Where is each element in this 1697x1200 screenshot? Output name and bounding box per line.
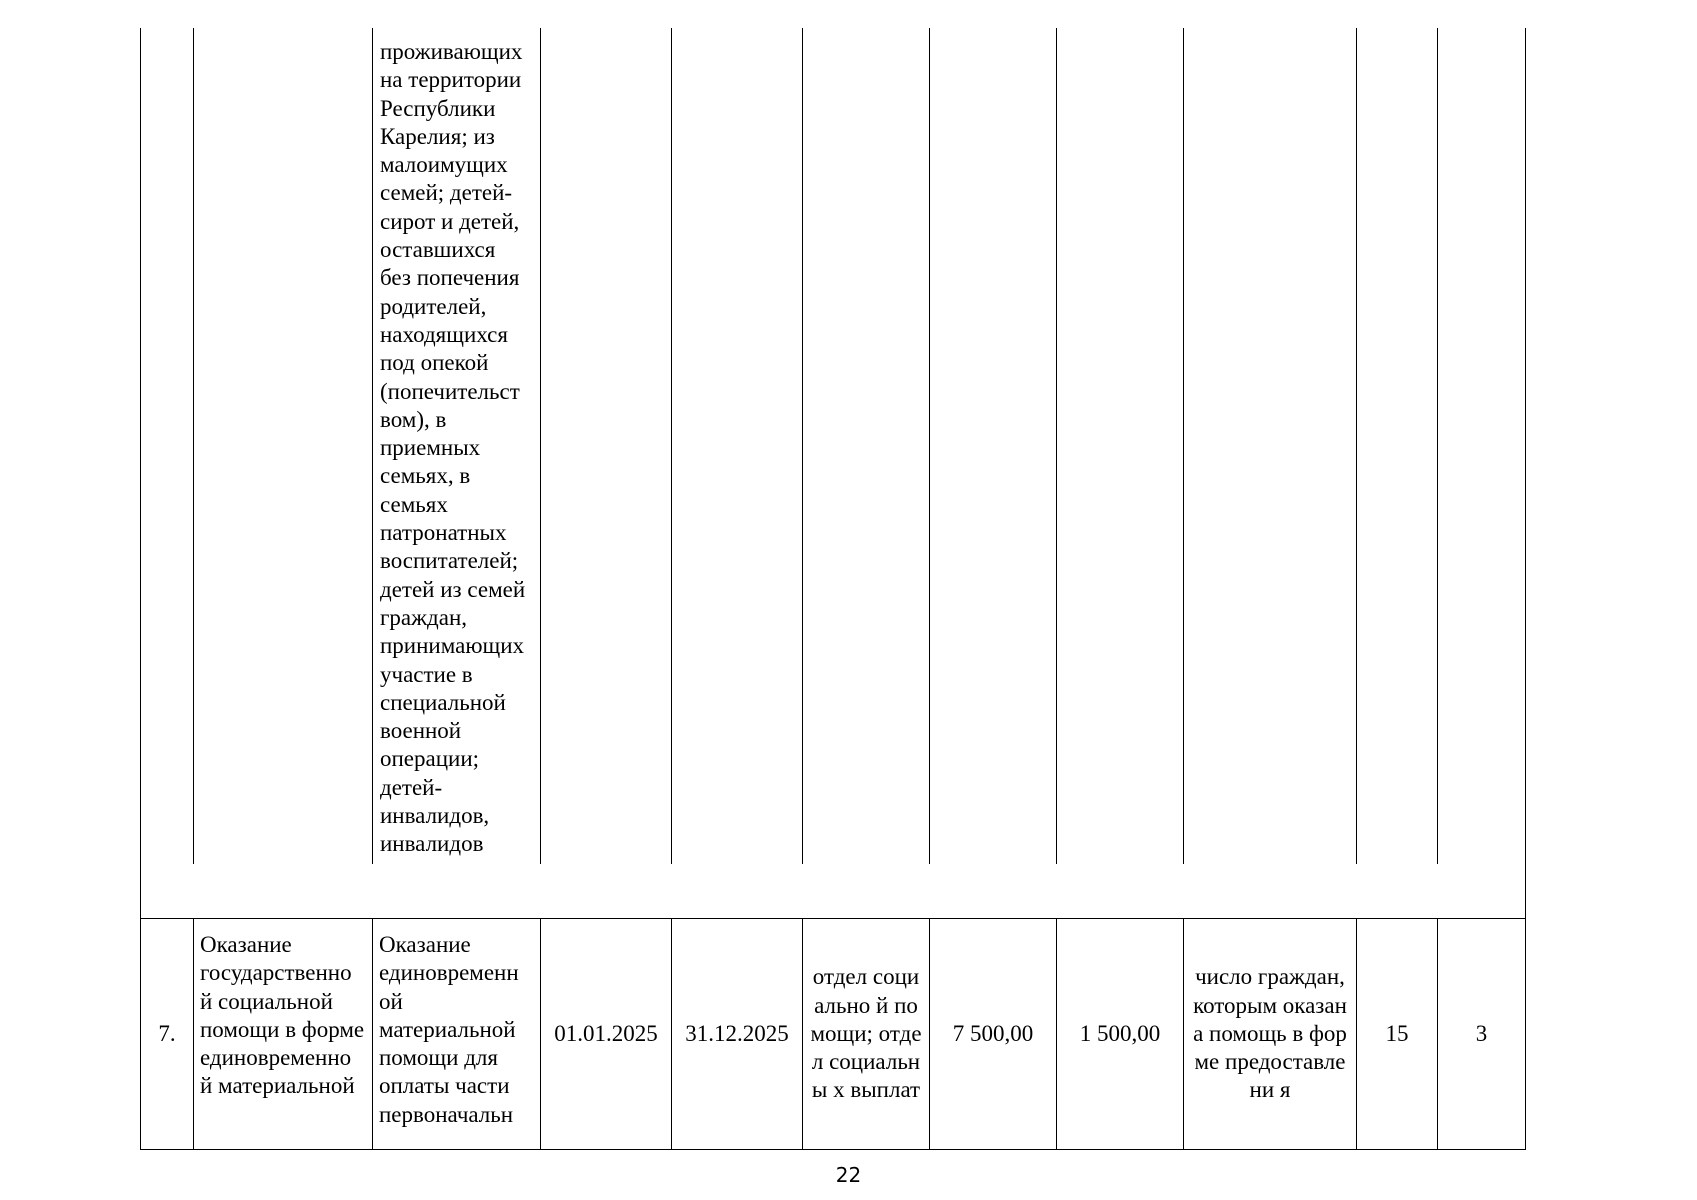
continued-cell-text: проживающих на территории Республики Карелия; из малоимущих семей; детей- сирот и детей, оставшихся без попечения родителей, находящихся под опекой (попечительст вом), в приемных семьях, в семьях патронатных воспитателей; детей из семей граждан, принимающих участие в специальной военной операции; детей- инвалидов, инвалидов	[380, 39, 526, 857]
column-rule	[193, 28, 194, 864]
measure-name-cell: Оказание государственно й социальной помощи в форме единовременно й материальной	[194, 919, 373, 1150]
column-rule	[1356, 28, 1357, 864]
column-rule	[372, 28, 373, 864]
start-date-cell: 01.01.2025	[541, 919, 672, 1150]
column-rule	[802, 28, 803, 864]
row-number-cell: 7.	[141, 919, 194, 1150]
table-row	[140, 918, 1526, 1150]
responsible-cell: отдел социально й помощи; отдел социальны х выплат	[803, 919, 930, 1150]
measure-description-cell: Оказание единовременн ой материальной помощи для оплаты части первоначальн	[373, 919, 541, 1150]
column-rule	[1437, 28, 1438, 864]
table-border-left	[140, 864, 141, 920]
table-border-left	[140, 28, 141, 864]
column-rule	[929, 28, 930, 864]
amount-part-cell: 1 500,00	[1057, 919, 1184, 1150]
page-number: 22	[835, 1163, 862, 1187]
indicator-value-2-cell: 3	[1438, 919, 1526, 1150]
column-rule	[1183, 28, 1184, 864]
column-rule	[540, 28, 541, 864]
indicator-value-1-cell: 15	[1357, 919, 1438, 1150]
column-rule	[1056, 28, 1057, 864]
end-date-cell: 31.12.2025	[672, 919, 803, 1150]
indicator-cell: число граждан, которым оказана помощь в форме предоставлени я	[1184, 919, 1357, 1150]
table-border-right	[1525, 28, 1526, 918]
amount-total-cell: 7 500,00	[930, 919, 1057, 1150]
column-rule	[671, 28, 672, 864]
